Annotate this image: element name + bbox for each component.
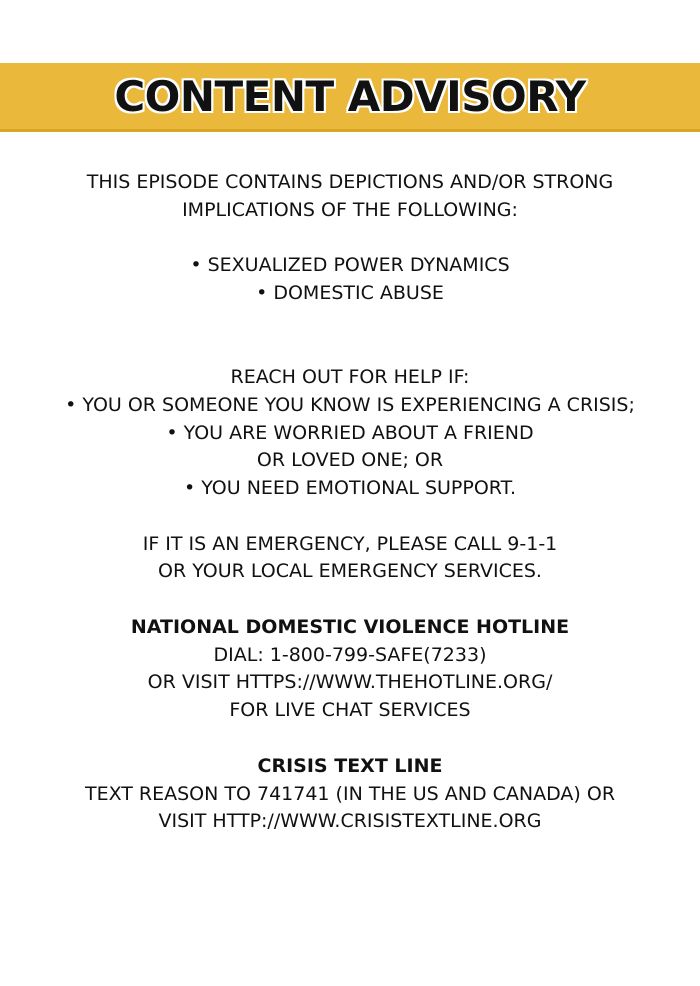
help-item-3: • YOU NEED EMOTIONAL SUPPORT. bbox=[183, 477, 516, 499]
hotline-chat: FOR LIVE CHAT SERVICES bbox=[229, 699, 471, 721]
advisory-title: CONTENT ADVISORY bbox=[114, 71, 586, 121]
hotline-visit-link: OR VISIT HTTPS://WWW.THEHOTLINE.ORG/ bbox=[147, 671, 553, 693]
emergency-line-2: OR YOUR LOCAL EMERGENCY SERVICES. bbox=[158, 560, 542, 582]
advisory-banner bbox=[0, 63, 700, 132]
hotline-dial: DIAL: 1-800-799-SAFE(7233) bbox=[213, 644, 487, 666]
crisis-text-line-2: VISIT HTTP://WWW.CRISISTEXTLINE.ORG bbox=[158, 810, 542, 832]
topic-item-2: • DOMESTIC ABUSE bbox=[256, 282, 444, 304]
crisis-text-title: CRISIS TEXT LINE bbox=[257, 755, 443, 777]
help-item-2-cont: OR LOVED ONE; OR bbox=[256, 449, 444, 471]
intro-line-2: IMPLICATIONS OF THE FOLLOWING: bbox=[182, 199, 518, 221]
help-item-2: • YOU ARE WORRIED ABOUT A FRIEND bbox=[166, 422, 534, 444]
emergency-line-1: IF IT IS AN EMERGENCY, PLEASE CALL 9-1-1 bbox=[142, 533, 558, 555]
help-heading: REACH OUT FOR HELP IF: bbox=[230, 366, 470, 388]
help-item-1: • YOU OR SOMEONE YOU KNOW IS EXPERIENCING A CRISIS; bbox=[65, 394, 635, 416]
intro-line-1: THIS EPISODE CONTAINS DEPICTIONS AND/OR STRONG bbox=[86, 171, 614, 193]
hotline-title: NATIONAL DOMESTIC VIOLENCE HOTLINE bbox=[130, 616, 570, 638]
crisis-text-line-1: TEXT REASON TO 741741 (IN THE US AND CANADA) OR bbox=[84, 783, 616, 805]
topic-item-1: • SEXUALIZED POWER DYNAMICS bbox=[190, 254, 510, 276]
